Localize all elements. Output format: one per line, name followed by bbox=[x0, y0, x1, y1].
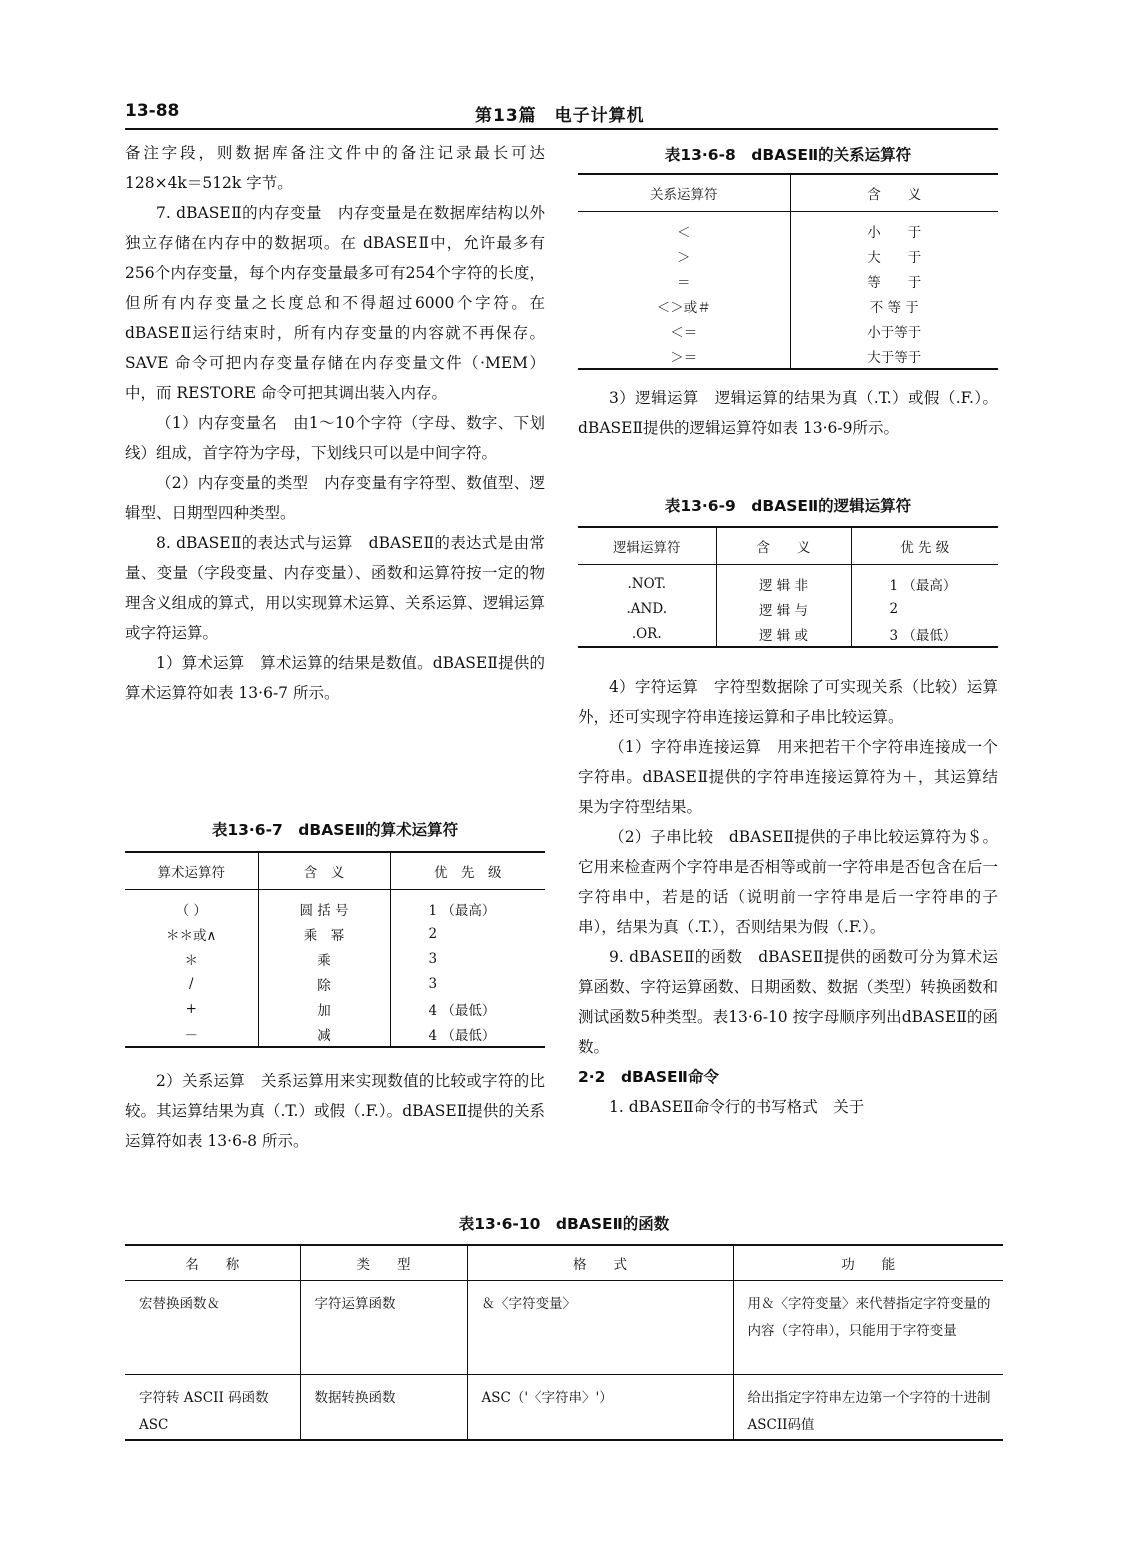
table-cell: 数据转换函数 bbox=[300, 1375, 467, 1441]
table-row bbox=[578, 318, 998, 343]
table-cell: / bbox=[125, 971, 258, 996]
table-cell: 逻 辑 或 bbox=[716, 621, 851, 647]
paragraph: 1）算术运算 算术运算的结果是数值。dBASEⅡ提供的算术运算符如表 13·6-7 所示。 bbox=[125, 654, 545, 702]
left-column bbox=[125, 138, 545, 708]
table-row bbox=[125, 1375, 1003, 1441]
page-header bbox=[125, 101, 998, 127]
column-header: 含 义 bbox=[258, 852, 390, 890]
table-cell: ＆〈字符变量〉 bbox=[467, 1281, 733, 1375]
table-cell: 除 bbox=[258, 971, 390, 996]
column-header: 含 义 bbox=[716, 527, 851, 565]
table-cell: 3 （最低） bbox=[851, 621, 998, 647]
table-cell: 字符转 ASCII 码函数ASC bbox=[125, 1375, 300, 1441]
paragraph: 9. dBASEⅡ的函数 dBASEⅡ提供的函数可分为算术运算函数、字符运算函数、日期函数、数据（类型）转换函数和测试函数5种类型。表13·6-10 按字母顺序列出dBASEⅡ的函数。 bbox=[578, 948, 998, 1056]
table-cell: 宏替换函数＆ bbox=[125, 1281, 300, 1375]
table-cell: 减 bbox=[258, 1021, 390, 1047]
paragraph: （1）字符串连接运算 用来把若干个字符串连接成一个字符串。dBASEⅡ提供的字符串连接运算符为＋，其运算结果为字符型结果。 bbox=[578, 738, 998, 816]
table-row bbox=[578, 596, 998, 621]
paragraph: 3）逻辑运算 逻辑运算的结果为真（.T.）或假（.F.）。dBASEⅡ提供的逻辑运算符如表 13·6-9所示。 bbox=[578, 389, 998, 437]
table-row bbox=[578, 565, 998, 597]
table-cell: 加 bbox=[258, 996, 390, 1021]
table-cell: 2 bbox=[428, 925, 438, 942]
table-row bbox=[578, 621, 998, 647]
table-cell: ASC（'〈字符串〉'） bbox=[467, 1375, 733, 1441]
paragraph: 备注字段，则数据库备注文件中的备注记录最长可达 128×4k＝512k 字节。 bbox=[125, 144, 545, 192]
page-number: 13-88 bbox=[125, 101, 180, 121]
left-column-after-table bbox=[125, 1066, 545, 1156]
table-cell: 3 bbox=[428, 975, 438, 992]
paragraph: （1）内存变量名 由1～10个字符（字母、数字、下划线）组成，首字符为字母，下划线只可以是中间字符。 bbox=[125, 414, 545, 462]
table-cell: 小于等于 bbox=[867, 324, 922, 341]
table-cell: 大 于 bbox=[867, 249, 922, 266]
table-13-6-8 bbox=[578, 173, 998, 370]
column-header: 含 义 bbox=[790, 174, 998, 212]
table-cell: 字符运算函数 bbox=[300, 1281, 467, 1375]
table-cell: 逻 辑 与 bbox=[716, 596, 851, 621]
column-header: 关系运算符 bbox=[578, 174, 790, 212]
table-cell: ＜＝ bbox=[578, 318, 790, 343]
table-cell: 小 于 bbox=[867, 224, 922, 241]
table-row bbox=[125, 971, 545, 996]
table-cell: ＜＞或＃ bbox=[578, 293, 790, 318]
table-cell: ＜ bbox=[578, 212, 790, 244]
table-cell: 逻 辑 非 bbox=[716, 565, 851, 597]
table-row bbox=[125, 921, 545, 946]
table-cell: 不 等 于 bbox=[869, 299, 919, 316]
paragraph: 2·2 dBASEⅡ命令 bbox=[578, 1068, 719, 1086]
column-header: 功 能 bbox=[733, 1245, 1003, 1281]
table-cell: 3 bbox=[428, 950, 438, 967]
paragraph: 7. dBASEⅡ的内存变量 内存变量是在数据库结构以外独立存储在内存中的数据项。在 dBASEⅡ中，允许最多有256个内存变量，每个内存变量最多可有254个字符的长度，但所有内存变量之长度总和不得超过6000个字符。在dBASEⅡ运行结束时，所有内存变量的内容就不再保存。SAVE 命令可把内存变量存储在内存变量文件（·MEM）中，而 RESTORE 命令可把其调出装入内存。 bbox=[125, 204, 545, 402]
right-column bbox=[578, 383, 998, 443]
table-cell: 给出指定字符串左边第一个字符的十进制ASCII码值 bbox=[733, 1375, 1003, 1441]
table-row bbox=[578, 212, 998, 244]
table-row bbox=[578, 293, 998, 318]
table-cell: 乘 幂 bbox=[258, 921, 390, 946]
table-cell: － bbox=[125, 1021, 258, 1047]
table-row bbox=[125, 890, 545, 922]
paragraph: 8. dBASEⅡ的表达式与运算 dBASEⅡ的表达式是由常量、变量（字段变量、内存变量）、函数和运算符按一定的物理含义组成的算式，用以实现算术运算、关系运算、逻辑运算或字符运算。 bbox=[125, 534, 545, 642]
paragraph: （2）内存变量的类型 内存变量有字符型、数值型、逻辑型、日期型四种类型。 bbox=[125, 474, 545, 522]
column-header: 格 式 bbox=[467, 1245, 733, 1281]
table-cell: ＞ bbox=[578, 243, 790, 268]
column-header: 优 先 级 bbox=[851, 527, 998, 565]
paragraph: 4）字符运算 字符型数据除了可实现关系（比较）运算外，还可实现字符串连接运算和子串比较运算。 bbox=[578, 678, 998, 726]
table-cell: 1 （最高） bbox=[889, 577, 957, 594]
table-cell: （ ） bbox=[125, 890, 258, 922]
paragraph: （2）子串比较 dBASEⅡ提供的子串比较运算符为＄。它用来检查两个字符串是否相等或前一字符串是否包含在后一字符串中，若是的话（说明前一字符串是后一字符串的子串），结果为真（.T.），否则结果为假（.F.）。 bbox=[578, 828, 998, 936]
table-13-6-9 bbox=[578, 526, 998, 648]
table-cell: ＝ bbox=[578, 268, 790, 293]
table-row bbox=[125, 946, 545, 971]
table-cell: 乘 bbox=[258, 946, 390, 971]
paragraph: 1. dBASEⅡ命令行的书写格式 关于 bbox=[609, 1098, 865, 1116]
right-column-after-table bbox=[578, 672, 998, 1122]
table-cell: 圆 括 号 bbox=[258, 890, 390, 922]
table-cell: 2 bbox=[889, 600, 899, 617]
table-row bbox=[578, 343, 998, 369]
table-13-6-8-caption: 表13·6-8 dBASEⅡ的关系运算符 bbox=[664, 146, 912, 164]
chapter-title: 第13篇 电子计算机 bbox=[475, 106, 645, 126]
column-header: 优 先 级 bbox=[390, 852, 545, 890]
table-cell: .NOT. bbox=[578, 565, 716, 597]
column-header: 逻辑运算符 bbox=[578, 527, 716, 565]
table-row bbox=[578, 243, 998, 268]
table-13-6-10-caption: 表13·6-10 dBASEⅡ的函数 bbox=[458, 1215, 670, 1233]
table-cell: 1 （最高） bbox=[428, 902, 496, 919]
column-header: 算术运算符 bbox=[125, 852, 258, 890]
header-rule bbox=[125, 128, 998, 130]
table-13-6-10 bbox=[125, 1244, 1003, 1441]
column-header: 类 型 bbox=[300, 1245, 467, 1281]
table-cell: ＊ bbox=[125, 946, 258, 971]
table-row bbox=[125, 996, 545, 1021]
table-cell: 等 于 bbox=[867, 274, 922, 291]
table-row bbox=[125, 1021, 545, 1047]
paragraph: 2）关系运算 关系运算用来实现数值的比较或字符的比较。其运算结果为真（.T.）或假（.F.）。dBASEⅡ提供的关系运算符如表 13·6-8 所示。 bbox=[125, 1072, 545, 1150]
table-cell: 4 （最低） bbox=[428, 1002, 496, 1019]
table-cell: .AND. bbox=[578, 596, 716, 621]
table-13-6-7-caption: 表13·6-7 dBASEⅡ的算术运算符 bbox=[211, 821, 459, 839]
column-header: 名 称 bbox=[125, 1245, 300, 1281]
table-cell: .OR. bbox=[578, 621, 716, 647]
table-row bbox=[125, 1281, 1003, 1375]
table-cell: ＞＝ bbox=[578, 343, 790, 369]
table-cell: 用＆〈字符变量〉来代替指定字符变量的内容（字符串），只能用于字符变量 bbox=[733, 1281, 1003, 1375]
table-cell: 4 （最低） bbox=[390, 1021, 545, 1047]
table-cell: 大于等于 bbox=[790, 343, 998, 369]
table-13-6-7 bbox=[125, 851, 545, 1048]
table-row bbox=[578, 268, 998, 293]
table-cell: + bbox=[125, 996, 258, 1021]
table-cell: ＊＊或∧ bbox=[125, 921, 258, 946]
table-13-6-9-caption: 表13·6-9 dBASEⅡ的逻辑运算符 bbox=[664, 497, 912, 515]
